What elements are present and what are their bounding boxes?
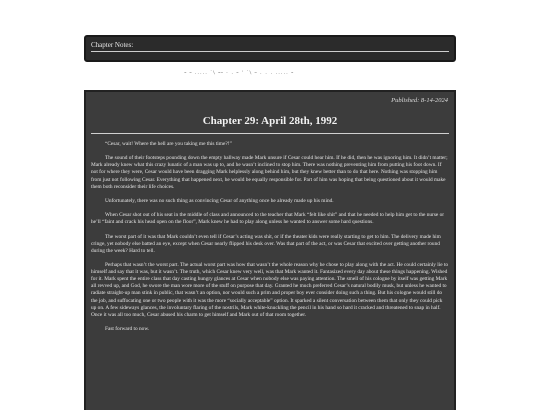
- published-date: Published: 8-14-2024: [391, 97, 448, 104]
- chapter-notes-divider: [91, 51, 449, 52]
- paragraph: “Cesar, wait! Where the hell are you taking me this time?!”: [105, 141, 232, 147]
- chapter-notes-box: [84, 35, 456, 62]
- paragraph: The worst part of it was that Mark couldn’t even tell if Cesar’s acting was shit, or if the theater kids were really starting to get to him. The delivery made him cringe, yet nobody else batted an eye, except when Cesar nearly flipped his desk over. Was that part of the act, or was Cesar that excited over getting another round during the week? Hard to tell.: [91, 233, 441, 254]
- chapter-body: [91, 141, 449, 340]
- paragraph: When Cesar shot out of his seat in the middle of class and announced to the teacher that Mark “felt like shit” and that he needed to help him get to the nurse or he’ll “faint and crack his head open on the floor”, Mark knew he had to play along unless he wanted to answer some hard questions.: [91, 212, 445, 226]
- paragraph: Unfortunately, there was no such thing as convincing Cesar of anything once he already made up his mind.: [105, 197, 334, 204]
- title-divider: [91, 133, 449, 134]
- chapter-notes-label: Chapter Notes:: [91, 41, 134, 49]
- paragraph: Perhaps that wasn’t the worst part. The actual worst part was how that wasn’t the whole reason why he chose to play along with the act. He could certainly lie to himself and say that it was, but it wasn’t. The truth, which Cesar knew very well, was that Mark wanted it. Fantasized every day about these things happening. Wished for it. Mark spent the entire class that day casting hungry glances at Cesar when nobody else was paying attention. The smell of his cologne by itself was getting Mark all revved up, and God, he swore the man wore more of the stuff on purpose that day. Granted he much preferred Cesar’s natural bodily musk, but unless he wanted to radiate straight-up man stink in public, that wasn’t an option, nor would such a prim and proper boy ever consider doing such a thing. But his cologne would still do the job, and suffocating one or two people with it was the more “socially acceptable” option. It sparked a silent conversation between them that only they could pick up on. A few sideways glances, the involuntary flaring of the nostrils, Mark white-knuckling the pencil in his hand so hard it cracked and threatened to snap in half. Once it was all too much, Cesar abused his charm to get himself and Mark out of that room together.: [91, 262, 449, 318]
- decorative-scribble: ~ ~ ..... `\ ~~ - . ~ ' `\ ~ . . . ..... ~: [184, 70, 294, 75]
- paragraph: The sound of their footsteps pounding down the empty hallway made Mark unsure if Cesar could hear him. If he did, then he was ignoring him. It didn’t matter; Mark already knew what this crazy lunatic of a man was up to, and he wasn’t inclined to stop him. There was nothing preventing him from putting his foot down. If not for where they were, Cesar would have been dragging Mark helplessly along behind him, but they knew better than to do that here. Nothing was stopping him from just not following Cesar. Everything that happened next, he would be equally responsible for. Part of him was hoping that being questioned about it would make them both reconsider their life choices.: [91, 155, 448, 190]
- chapter-title: Chapter 29: April 28th, 1992: [202, 115, 338, 127]
- chapter-panel: [84, 90, 456, 410]
- paragraph: Fast forward to now.: [105, 326, 150, 332]
